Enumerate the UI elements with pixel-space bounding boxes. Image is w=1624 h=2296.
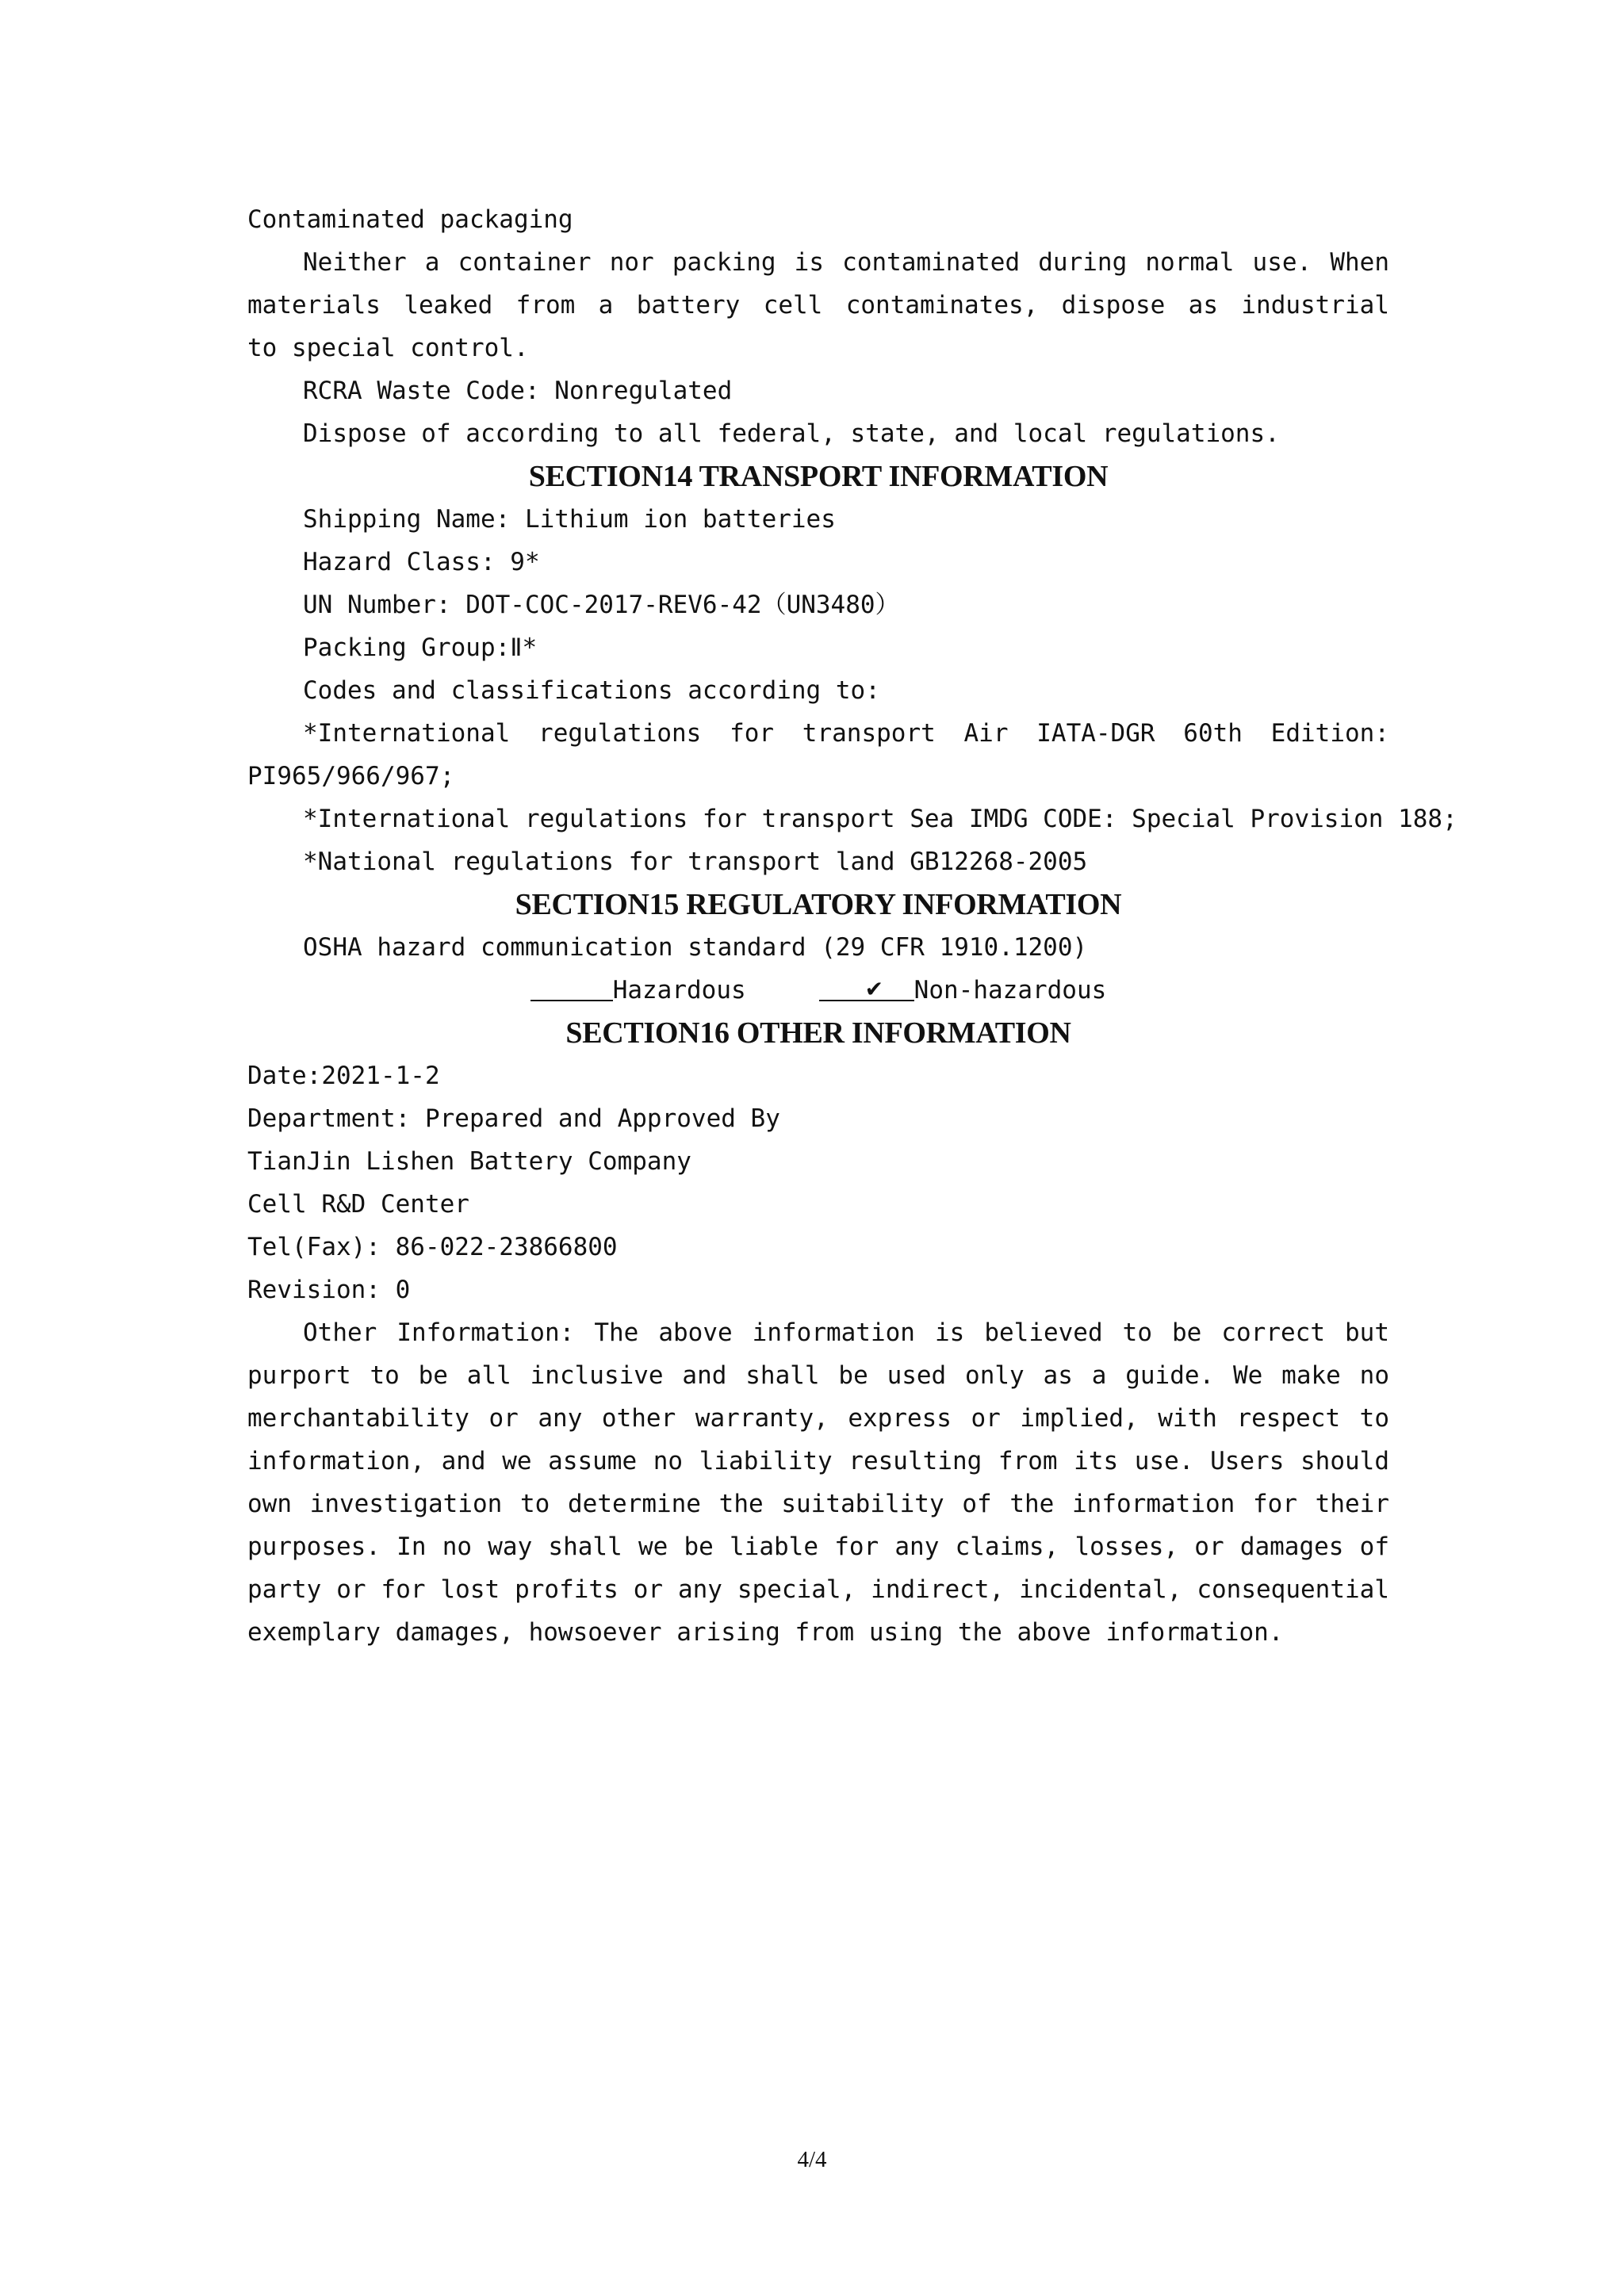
sea-regulation: *International regulations for transport Sea IMDG CODE: Special Provision 188; <box>303 805 1457 833</box>
un-number: UN Number: DOT-COC-2017-REV6-42（UN3480） <box>303 591 900 619</box>
section14-heading: SECTION14 TRANSPORT INFORMATION <box>528 460 1109 493</box>
tel-fax: Tel(Fax): 86-022-23866800 <box>247 1233 618 1261</box>
other-info-line-7: party or for lost profits or any special, indirect, incidental, consequential <box>247 1575 1389 1604</box>
page-number: 4/4 <box>797 2147 827 2172</box>
other-info-line-4: information, and we assume no liability resulting from its use. Users should <box>247 1447 1389 1475</box>
non-hazardous-blank <box>819 971 914 1001</box>
date: Date:2021-1-2 <box>247 1062 440 1090</box>
section16-heading: SECTION16 OTHER INFORMATION <box>565 1016 1071 1050</box>
air-regulation-line-1: *International regulations for transport Air IATA-DGR 60th Edition: <box>303 719 1389 748</box>
codes-intro: Codes and classifications according to: <box>303 676 880 705</box>
other-info-line-3: merchantability or any other warranty, express or implied, with respect to <box>247 1404 1389 1433</box>
contaminated-packaging-title: Contaminated packaging <box>247 205 573 234</box>
other-info-line-5: own investigation to determine the suitability of the information for their <box>247 1490 1389 1518</box>
osha-standard: OSHA hazard communication standard (29 CFR 1910.1200) <box>303 933 1088 962</box>
rd-center: Cell R&D Center <box>247 1190 469 1219</box>
hazard-class: Hazard Class: 9* <box>303 548 540 576</box>
revision: Revision: 0 <box>247 1276 411 1304</box>
contaminated-para-line-1: Neither a container nor packing is contaminated during normal use. When <box>303 248 1389 277</box>
hazard-classification-line <box>247 969 1389 1012</box>
hazardous-label: Hazardous <box>612 976 746 1004</box>
hazardous-blank <box>530 971 613 1001</box>
check-mark-icon: ✔ <box>864 976 884 1002</box>
page-content <box>247 198 1457 1654</box>
dispose-statement: Dispose of according to all federal, state, and local regulations. <box>303 419 1280 448</box>
land-regulation: *National regulations for transport land GB12268-2005 <box>303 848 1088 876</box>
air-regulation-line-2: PI965/966/967; <box>247 762 455 790</box>
non-hazardous-label: Non-hazardous <box>914 976 1107 1004</box>
company-name: TianJin Lishen Battery Company <box>247 1147 691 1176</box>
other-info-line-8: exemplary damages, howsoever arising from using the above information. <box>247 1618 1284 1647</box>
packing-group: Packing Group:Ⅱ* <box>303 633 538 662</box>
other-info-line-1: Other Information: The above information is believed to be correct but <box>303 1318 1389 1347</box>
contaminated-para-line-2: materials leaked from a battery cell contaminates, dispose as industrial <box>247 291 1389 320</box>
department: Department: Prepared and Approved By <box>247 1104 780 1133</box>
contaminated-para-line-3: to special control. <box>247 334 529 362</box>
other-info-line-2: purport to be all inclusive and shall be used only as a guide. We make no <box>247 1361 1389 1390</box>
rcra-waste-code: RCRA Waste Code: Nonregulated <box>303 377 733 405</box>
other-info-line-6: purposes. In no way shall we be liable for any claims, losses, or damages of <box>247 1533 1389 1561</box>
shipping-name: Shipping Name: Lithium ion batteries <box>303 505 836 534</box>
section15-heading: SECTION15 REGULATORY INFORMATION <box>515 888 1122 921</box>
